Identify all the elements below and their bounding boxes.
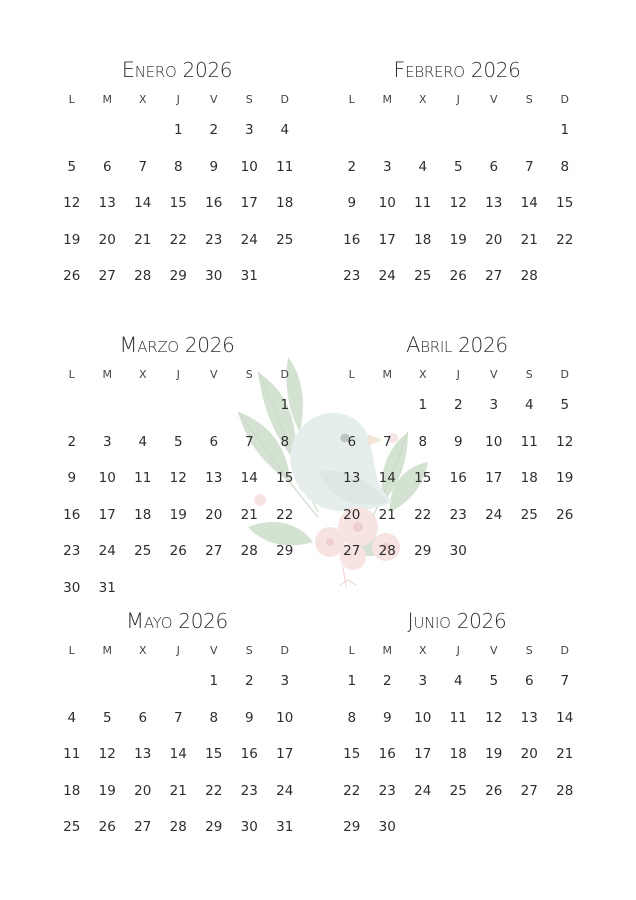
day-cell: 27 xyxy=(485,268,503,284)
day-cell: 16 xyxy=(63,506,81,523)
empty-day-cell xyxy=(125,387,161,424)
day-cell: 6 xyxy=(209,433,219,450)
month-title xyxy=(334,55,580,85)
day-cell: 6 xyxy=(102,158,112,175)
day-cell: 6 xyxy=(524,673,534,689)
weekday-header: J xyxy=(176,644,180,657)
day-cell: 19 xyxy=(98,782,116,799)
day-cell: 11 xyxy=(414,195,432,211)
day-cell: 5 xyxy=(560,397,570,413)
weekday-header: L xyxy=(348,644,355,657)
day-cell: 13 xyxy=(134,746,152,762)
day-cell: 20 xyxy=(520,746,538,762)
day-cell: 9 xyxy=(209,158,219,175)
day-cell: 20 xyxy=(134,782,152,799)
month-marzo xyxy=(54,330,300,606)
weekday-header: M xyxy=(382,93,392,106)
day-cell: 19 xyxy=(169,506,187,523)
month-abril xyxy=(334,330,580,570)
day-cell: 2 xyxy=(67,433,77,450)
weekday-header: J xyxy=(456,644,460,657)
day-cell: 30 xyxy=(240,819,258,835)
month-name: Abril xyxy=(406,333,453,357)
empty-day-cell xyxy=(125,663,161,700)
day-cell: 15 xyxy=(205,746,223,762)
day-cell: 27 xyxy=(205,543,223,559)
day-cell: 30 xyxy=(378,819,396,835)
month-year: 2026 xyxy=(456,609,507,633)
day-cell: 27 xyxy=(520,782,538,799)
weekday-header: M xyxy=(382,368,392,381)
day-cell: 13 xyxy=(98,195,116,211)
day-cell: 28 xyxy=(556,782,574,799)
day-cell: 2 xyxy=(453,397,463,413)
day-cell: 27 xyxy=(98,268,116,284)
day-cell: 31 xyxy=(276,819,294,835)
day-cell: 9 xyxy=(67,470,77,486)
day-cell: 28 xyxy=(134,268,152,284)
day-cell: 12 xyxy=(556,433,574,450)
day-cell: 4 xyxy=(280,122,290,138)
day-cell: 17 xyxy=(378,231,396,248)
day-cell: 4 xyxy=(138,433,148,450)
day-cell: 26 xyxy=(485,782,503,799)
day-grid xyxy=(54,360,300,606)
day-cell: 15 xyxy=(169,195,187,211)
day-cell: 14 xyxy=(169,746,187,762)
empty-day-cell xyxy=(161,663,197,700)
day-cell: 17 xyxy=(98,506,116,523)
empty-day-cell xyxy=(90,387,126,424)
empty-day-cell xyxy=(196,387,232,424)
day-cell: 24 xyxy=(414,782,432,799)
weekday-header: X xyxy=(138,93,147,106)
weekday-header: J xyxy=(176,93,180,106)
day-cell: 12 xyxy=(63,195,81,211)
weekday-header: S xyxy=(525,644,533,657)
day-cell: 5 xyxy=(67,158,77,175)
day-cell: 25 xyxy=(276,231,294,248)
month-name: Mayo xyxy=(126,609,173,633)
day-cell: 23 xyxy=(205,231,223,248)
day-cell: 25 xyxy=(520,506,538,523)
day-cell: 21 xyxy=(134,231,152,248)
empty-day-cell xyxy=(405,112,441,149)
empty-day-cell xyxy=(370,387,406,424)
day-cell: 20 xyxy=(205,506,223,523)
day-cell: 16 xyxy=(343,231,361,248)
weekday-header: D xyxy=(560,93,569,106)
day-cell: 2 xyxy=(382,673,392,689)
day-cell: 22 xyxy=(414,506,432,523)
day-cell: 18 xyxy=(63,782,81,799)
weekday-header: S xyxy=(525,368,533,381)
day-cell: 22 xyxy=(556,231,574,248)
weekday-header: J xyxy=(456,93,460,106)
day-cell: 7 xyxy=(244,433,254,450)
day-cell: 31 xyxy=(240,268,258,284)
day-cell: 3 xyxy=(418,673,428,689)
weekday-header: S xyxy=(245,93,253,106)
day-cell: 3 xyxy=(244,122,254,138)
day-cell: 18 xyxy=(520,470,538,486)
day-cell: 8 xyxy=(560,158,570,175)
empty-day-cell xyxy=(125,112,161,149)
month-year: 2026 xyxy=(184,333,235,357)
day-cell: 24 xyxy=(485,506,503,523)
day-cell: 18 xyxy=(414,231,432,248)
weekday-header: D xyxy=(560,368,569,381)
day-cell: 11 xyxy=(276,158,294,175)
weekday-header: V xyxy=(209,93,218,106)
day-cell: 15 xyxy=(276,470,294,486)
month-name: Febrero xyxy=(393,58,465,82)
day-cell: 23 xyxy=(449,506,467,523)
day-cell: 22 xyxy=(343,782,361,799)
day-cell: 30 xyxy=(449,543,467,559)
weekday-header: M xyxy=(102,644,112,657)
day-cell: 3 xyxy=(382,158,392,175)
day-cell: 9 xyxy=(244,709,254,726)
day-cell: 30 xyxy=(205,268,223,284)
day-cell: 8 xyxy=(418,433,428,450)
weekday-header: X xyxy=(418,644,427,657)
day-cell: 28 xyxy=(169,819,187,835)
day-cell: 31 xyxy=(98,579,116,596)
day-cell: 9 xyxy=(347,195,357,211)
month-mayo xyxy=(54,606,300,846)
day-cell: 4 xyxy=(418,158,428,175)
weekday-header: M xyxy=(382,644,392,657)
day-grid xyxy=(334,85,580,295)
empty-day-cell xyxy=(90,663,126,700)
day-cell: 16 xyxy=(449,470,467,486)
month-title xyxy=(334,606,580,636)
day-cell: 27 xyxy=(134,819,152,835)
day-cell: 5 xyxy=(102,709,112,726)
day-cell: 26 xyxy=(63,268,81,284)
day-cell: 8 xyxy=(209,709,219,726)
day-cell: 24 xyxy=(378,268,396,284)
day-cell: 28 xyxy=(240,543,258,559)
weekday-header: V xyxy=(489,368,498,381)
day-cell: 22 xyxy=(276,506,294,523)
day-cell: 6 xyxy=(138,709,148,726)
weekday-header: D xyxy=(560,644,569,657)
day-cell: 18 xyxy=(276,195,294,211)
day-cell: 24 xyxy=(98,543,116,559)
day-cell: 24 xyxy=(240,231,258,248)
day-cell: 9 xyxy=(453,433,463,450)
day-cell: 14 xyxy=(556,709,574,726)
day-cell: 20 xyxy=(343,506,361,523)
day-grid xyxy=(54,85,300,295)
month-junio xyxy=(334,606,580,846)
day-cell: 29 xyxy=(276,543,294,559)
empty-day-cell xyxy=(476,112,512,149)
month-year: 2026 xyxy=(458,333,508,357)
day-cell: 26 xyxy=(98,819,116,835)
day-cell: 29 xyxy=(205,819,223,835)
day-cell: 30 xyxy=(63,579,81,596)
day-cell: 12 xyxy=(98,746,116,762)
day-cell: 19 xyxy=(485,746,503,762)
day-cell: 10 xyxy=(276,709,294,726)
empty-day-cell xyxy=(232,387,268,424)
weekday-header: S xyxy=(245,644,253,657)
day-cell: 1 xyxy=(173,122,183,138)
weekday-header: X xyxy=(138,644,147,657)
day-cell: 10 xyxy=(98,470,116,486)
weekday-header: X xyxy=(418,93,427,106)
day-cell: 8 xyxy=(280,433,290,450)
weekday-header: L xyxy=(68,368,75,381)
day-cell: 25 xyxy=(449,782,467,799)
empty-day-cell xyxy=(370,112,406,149)
day-cell: 28 xyxy=(520,268,538,284)
day-cell: 5 xyxy=(173,433,183,450)
weekday-header: D xyxy=(280,368,289,381)
day-cell: 7 xyxy=(382,433,392,450)
weekday-header: M xyxy=(102,93,112,106)
day-cell: 7 xyxy=(173,709,183,726)
day-cell: 1 xyxy=(347,673,357,689)
day-cell: 1 xyxy=(418,397,428,413)
day-grid xyxy=(54,636,300,846)
day-cell: 11 xyxy=(63,746,81,762)
day-cell: 23 xyxy=(63,543,81,559)
day-cell: 22 xyxy=(205,782,223,799)
day-cell: 21 xyxy=(240,506,258,523)
weekday-header: V xyxy=(209,368,218,381)
month-title xyxy=(54,330,300,360)
day-cell: 17 xyxy=(240,195,258,211)
weekday-header: D xyxy=(280,93,289,106)
day-cell: 7 xyxy=(524,158,534,175)
day-cell: 16 xyxy=(378,746,396,762)
day-cell: 26 xyxy=(449,268,467,284)
day-cell: 11 xyxy=(520,433,538,450)
day-cell: 10 xyxy=(378,195,396,211)
empty-day-cell xyxy=(334,387,370,424)
day-cell: 1 xyxy=(209,673,219,689)
day-cell: 14 xyxy=(520,195,538,211)
day-cell: 3 xyxy=(102,433,112,450)
day-cell: 21 xyxy=(556,746,574,762)
day-grid xyxy=(334,636,580,846)
day-cell: 20 xyxy=(485,231,503,248)
month-title xyxy=(54,55,300,85)
day-cell: 18 xyxy=(449,746,467,762)
day-cell: 3 xyxy=(489,397,499,413)
month-year: 2026 xyxy=(182,58,233,82)
weekday-header: X xyxy=(418,368,427,381)
weekday-header: V xyxy=(489,644,498,657)
weekday-header: L xyxy=(348,93,355,106)
day-cell: 15 xyxy=(414,470,432,486)
weekday-header: S xyxy=(525,93,533,106)
day-cell: 13 xyxy=(485,195,503,211)
day-cell: 25 xyxy=(414,268,432,284)
weekday-header: S xyxy=(245,368,253,381)
day-cell: 1 xyxy=(280,397,290,413)
day-cell: 22 xyxy=(169,231,187,248)
day-cell: 25 xyxy=(134,543,152,559)
month-febrero xyxy=(334,55,580,295)
day-cell: 23 xyxy=(343,268,361,284)
day-cell: 17 xyxy=(276,746,294,762)
day-cell: 15 xyxy=(556,195,574,211)
weekday-header: J xyxy=(176,368,180,381)
month-name: Marzo xyxy=(119,333,179,357)
day-cell: 21 xyxy=(520,231,538,248)
day-cell: 1 xyxy=(560,122,570,138)
empty-day-cell xyxy=(54,112,90,149)
day-grid xyxy=(334,360,580,570)
day-cell: 6 xyxy=(489,158,499,175)
empty-day-cell xyxy=(54,387,90,424)
day-cell: 13 xyxy=(205,470,223,486)
weekday-header: V xyxy=(209,644,218,657)
empty-day-cell xyxy=(161,387,197,424)
day-cell: 16 xyxy=(205,195,223,211)
day-cell: 7 xyxy=(560,673,570,689)
day-cell: 5 xyxy=(489,673,499,689)
weekday-header: J xyxy=(456,368,460,381)
day-cell: 11 xyxy=(134,470,152,486)
month-year: 2026 xyxy=(470,58,521,82)
day-cell: 24 xyxy=(276,782,294,799)
day-cell: 14 xyxy=(378,470,396,486)
day-cell: 5 xyxy=(453,158,463,175)
day-cell: 4 xyxy=(524,397,534,413)
day-cell: 2 xyxy=(347,158,357,175)
weekday-header: V xyxy=(489,93,498,106)
day-cell: 18 xyxy=(134,506,152,523)
day-cell: 12 xyxy=(485,709,503,726)
weekday-header: L xyxy=(68,644,75,657)
empty-day-cell xyxy=(90,112,126,149)
month-title xyxy=(334,330,580,360)
empty-day-cell xyxy=(512,112,548,149)
day-cell: 7 xyxy=(138,158,148,175)
day-cell: 8 xyxy=(173,158,183,175)
month-name: Enero xyxy=(121,58,177,82)
day-cell: 6 xyxy=(347,433,357,450)
day-cell: 19 xyxy=(556,470,574,486)
day-cell: 17 xyxy=(485,470,503,486)
weekday-header: D xyxy=(280,644,289,657)
month-name: Junio xyxy=(407,609,451,633)
day-cell: 26 xyxy=(169,543,187,559)
month-title xyxy=(54,606,300,636)
day-cell: 23 xyxy=(378,782,396,799)
day-cell: 21 xyxy=(169,782,187,799)
day-cell: 13 xyxy=(343,470,361,486)
day-cell: 9 xyxy=(382,709,392,726)
day-cell: 12 xyxy=(169,470,187,486)
day-cell: 21 xyxy=(378,506,396,523)
day-cell: 10 xyxy=(414,709,432,726)
day-cell: 17 xyxy=(414,746,432,762)
day-cell: 10 xyxy=(240,158,258,175)
day-cell: 15 xyxy=(343,746,361,762)
day-cell: 3 xyxy=(280,673,290,689)
day-cell: 29 xyxy=(414,543,432,559)
day-cell: 25 xyxy=(63,819,81,835)
day-cell: 4 xyxy=(67,709,77,726)
day-cell: 14 xyxy=(240,470,258,486)
day-cell: 2 xyxy=(244,673,254,689)
weekday-header: L xyxy=(68,93,75,106)
weekday-header: X xyxy=(138,368,147,381)
day-cell: 27 xyxy=(343,543,361,559)
day-cell: 23 xyxy=(240,782,258,799)
empty-day-cell xyxy=(54,663,90,700)
day-cell: 26 xyxy=(556,506,574,523)
day-cell: 19 xyxy=(449,231,467,248)
day-cell: 28 xyxy=(378,543,396,559)
empty-day-cell xyxy=(334,112,370,149)
month-year: 2026 xyxy=(178,609,228,633)
day-cell: 19 xyxy=(63,231,81,248)
day-cell: 4 xyxy=(453,673,463,689)
day-cell: 13 xyxy=(520,709,538,726)
day-cell: 29 xyxy=(169,268,187,284)
day-cell: 20 xyxy=(98,231,116,248)
day-cell: 11 xyxy=(449,709,467,726)
day-cell: 8 xyxy=(347,709,357,726)
empty-day-cell xyxy=(441,112,477,149)
day-cell: 10 xyxy=(485,433,503,450)
weekday-header: L xyxy=(348,368,355,381)
day-cell: 12 xyxy=(449,195,467,211)
day-cell: 2 xyxy=(209,122,219,138)
day-cell: 16 xyxy=(240,746,258,762)
day-cell: 29 xyxy=(343,819,361,835)
month-enero xyxy=(54,55,300,295)
weekday-header: M xyxy=(102,368,112,381)
day-cell: 14 xyxy=(134,195,152,211)
